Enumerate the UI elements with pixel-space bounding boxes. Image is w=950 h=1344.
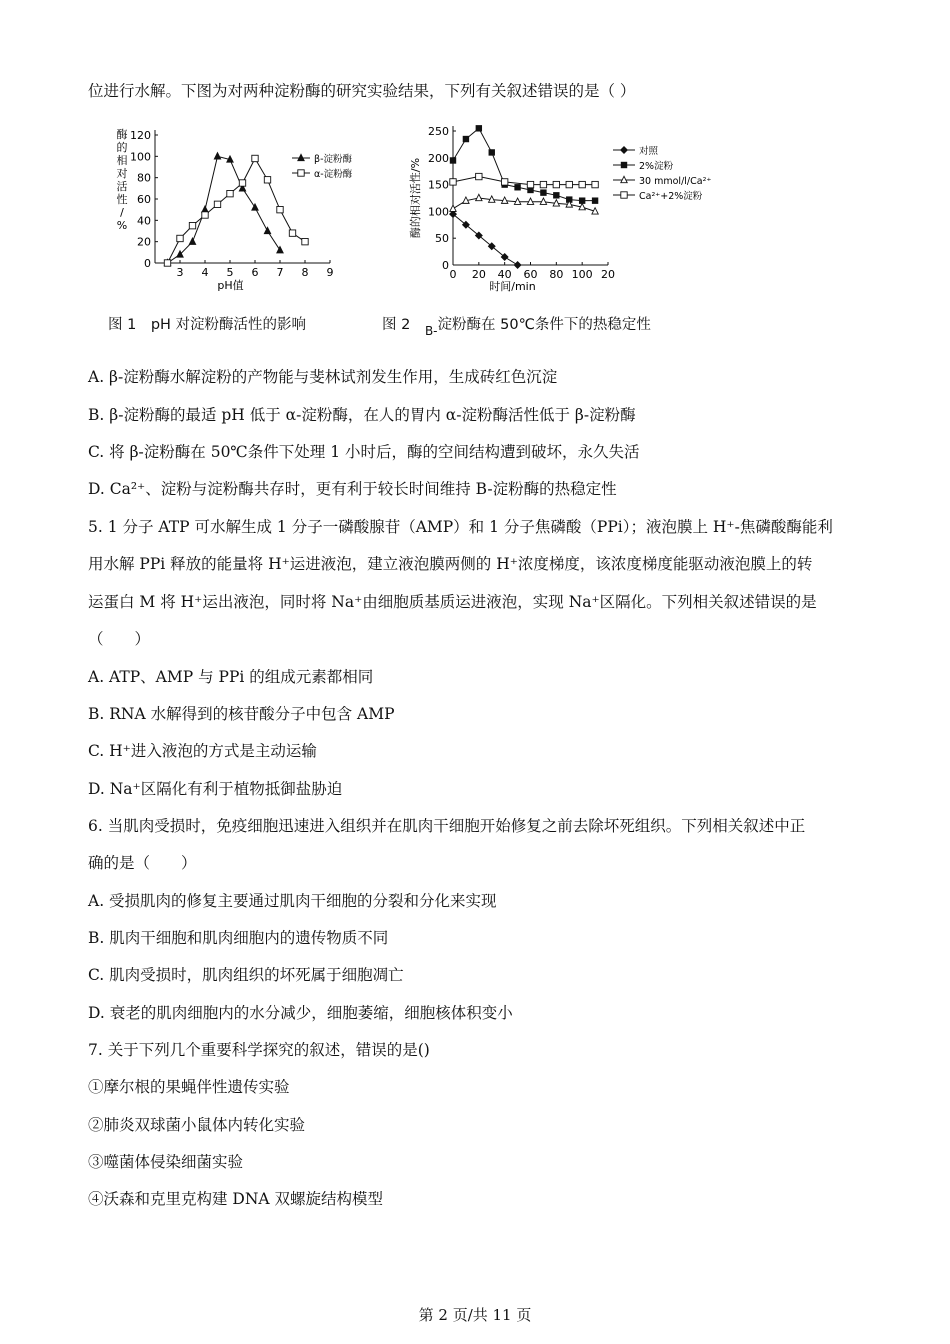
fig2-point (553, 181, 559, 187)
fig1-point (239, 180, 245, 186)
fig2-point (476, 125, 482, 131)
fig2-point (592, 197, 598, 203)
fig2-legend-marker (620, 146, 628, 154)
fig1-point (264, 227, 270, 233)
fig2-legend-marker (621, 192, 627, 198)
figure2-caption-prefix: 图 2 (382, 317, 411, 333)
q4-option-d: D. Ca²⁺、淀粉与淀粉酶共存时，更有利于较长时间维持 B-淀粉酶的热稳定性 (88, 480, 617, 498)
fig2-x-tick-label: 80 (549, 268, 564, 281)
fig1-point (189, 222, 195, 228)
q7-item-3: ③噬菌体侵染细菌实验 (88, 1153, 244, 1171)
q5-option-d: D. Na⁺区隔化有利于植物抵御盐胁迫 (88, 780, 343, 798)
fig2-point (579, 181, 585, 187)
page-footer: 第 2 页/共 11 页 (418, 1306, 532, 1324)
q4-option-b: B. β-淀粉酶的最适 pH 低于 α-淀粉酶，在人的胃内 α-淀粉酶活性低于 β-淀粉酶 (88, 406, 636, 424)
fig1-x-tick-label: 8 (301, 266, 309, 279)
fig2-point (514, 261, 522, 269)
fig2-legend-label: 30 mmol/l/Ca²⁺ (639, 176, 712, 187)
fig2-point (540, 181, 546, 187)
q7-stem: 7. 关于下列几个重要科学探究的叙述，错误的是() (88, 1041, 430, 1059)
fig2-point (527, 181, 533, 187)
fig1-point (302, 238, 308, 244)
fig2-point (592, 181, 598, 187)
fig2-x-tick-label: 20 (471, 268, 486, 281)
fig1-x-tick-label: 6 (251, 266, 259, 279)
fig1-point (277, 206, 283, 212)
fig2-x-tick-label: 20 (601, 268, 615, 281)
q7-item-1: ①摩尔根的果蝇伴性遗传实验 (88, 1078, 290, 1096)
q4-option-a: A. β-淀粉酶水解淀粉的产物能与斐林试剂发生作用，生成砖红色沉淀 (88, 368, 558, 386)
fig2-point (450, 157, 456, 163)
q5-stem-line-2: 用水解 PPi 释放的能量将 H⁺运进液泡，建立液泡膜两侧的 H⁺浓度梯度，该浓度梯度能驱动液泡膜上的转 (88, 555, 813, 573)
fig2-y-tick-label: 100 (428, 205, 449, 219)
fig2-y-tick-label: 250 (428, 125, 449, 138)
fig1-point (264, 177, 270, 183)
fig1-x-tick-label: 4 (201, 266, 209, 279)
q5-stem-line-4: （ ） (88, 630, 151, 648)
fig1-axes (130, 129, 334, 292)
figure1-chart (100, 118, 360, 338)
fig2-legend-label: 2%淀粉 (639, 161, 674, 172)
fig1-point (177, 235, 183, 241)
fig2-y-tick-label: 200 (428, 151, 449, 165)
fig2-xlabel: 时间/min (489, 280, 536, 293)
fig2-point (514, 184, 520, 190)
fig1-point (164, 260, 170, 266)
figure2-caption-sub: B- (424, 324, 438, 338)
q7-item-2: ②肺炎双球菌小鼠体内转化实验 (88, 1116, 306, 1134)
fig1-y-tick-label: 80 (137, 171, 151, 185)
fig2-point (553, 192, 559, 198)
fig2-legend-marker (621, 162, 627, 168)
fig1-point (252, 155, 258, 161)
fig2-legend-label: 对照 (639, 146, 659, 157)
fig2-y-tick-label: 50 (435, 232, 449, 246)
fig1-point (202, 212, 208, 218)
fig1-x-tick-label: 9 (326, 266, 334, 279)
fig1-x-tick-label: 7 (276, 266, 284, 279)
fig1-point (214, 153, 220, 159)
fig2-point (463, 136, 469, 142)
fig1-point (189, 238, 195, 244)
fig2-point (450, 205, 456, 211)
fig1-point (289, 230, 295, 236)
fig1-legend-marker (298, 170, 304, 176)
fig1-y-tick-label: 60 (137, 193, 151, 206)
fig2-point (450, 179, 456, 185)
q6-option-d: D. 衰老的肌肉细胞内的水分减少，细胞萎缩，细胞核体积变小 (88, 1004, 513, 1022)
fig2-x-tick-label: 100 (571, 268, 593, 281)
q6-option-b: B. 肌肉干细胞和肌肉细胞内的遗传物质不同 (88, 929, 389, 947)
fig1-y-tick-label: 40 (137, 214, 151, 228)
fig2-legend-label: Ca²⁺+2%淀粉 (639, 191, 703, 202)
fig2-point (566, 181, 572, 187)
figure2-chart (405, 118, 725, 303)
q5-option-b: B. RNA 水解得到的核苷酸分子中包含 AMP (88, 705, 395, 723)
fig1-y-tick-label: 20 (137, 235, 151, 249)
fig2-x-tick-label: 40 (497, 268, 512, 281)
intro-line: 位进行水解。下图为对两种淀粉酶的研究实验结果，下列有关叙述错误的是（ ） (88, 82, 636, 100)
fig1-point (227, 190, 233, 196)
fig2-y-tick-label: 150 (428, 178, 449, 192)
fig1-ylabel: 酶的相对活性/ % (116, 128, 128, 232)
fig2-ylabel: 酶的相对活性/% (409, 157, 422, 239)
fig2-point (501, 179, 507, 185)
q6-option-c: C. 肌肉受损时，肌肉组织的坏死属于细胞凋亡 (88, 966, 404, 984)
q7-item-4: ④沃森和克里克构建 DNA 双螺旋结构模型 (88, 1190, 384, 1208)
fig2-point (489, 149, 495, 155)
fig2-point (476, 173, 482, 179)
q6-stem-line-2: 确的是（ ） (88, 854, 197, 872)
figure2-caption (382, 313, 651, 338)
q5-stem-line-1: 5. 1 分子 ATP 可水解生成 1 分子一磷酸腺苷（AMP）和 1 分子焦磷酸（PPi）；液泡膜上 H⁺-焦磷酸酶能利 (88, 518, 833, 536)
fig2-x-tick-label: 60 (523, 268, 538, 281)
fig1-y-tick-label: 100 (130, 150, 151, 164)
q5-stem-line-3: 运蛋白 M 将 H⁺运出液泡，同时将 Na⁺由细胞质基质运进液泡，实现 Na⁺区隔化。下列相关叙述错误的是 (88, 593, 817, 611)
figure1-caption: 图 1 pH 对淀粉酶活性的影响 (108, 317, 307, 333)
fig2-x-tick-label: 0 (449, 268, 457, 281)
fig1-point (214, 201, 220, 207)
fig1-xlabel: pH值 (217, 279, 244, 292)
fig1-y-tick-label: 0 (144, 257, 151, 270)
fig1-x-tick-label: 5 (226, 266, 234, 279)
fig2-y-tick-label: 0 (442, 259, 449, 272)
q6-stem-line-1: 6. 当肌肉受损时，免疫细胞迅速进入组织并在肌肉干细胞开始修复之前去除坏死组织。下列相关叙述中正 (88, 817, 806, 835)
q5-option-a: A. ATP、AMP 与 PPi 的组成元素都相同 (88, 668, 374, 686)
q6-option-a: A. 受损肌肉的修复主要通过肌肉干细胞的分裂和分化来实现 (88, 892, 497, 910)
fig1-legend-label: α-淀粉酶 (314, 169, 353, 180)
q5-option-c: C. H⁺进入液泡的方式是主动运输 (88, 742, 317, 760)
fig1-x-tick-label: 3 (176, 266, 184, 279)
fig2-series-line-3 (453, 177, 595, 185)
fig2-series-line-1 (453, 128, 595, 200)
q4-option-c: C. 将 β-淀粉酶在 50℃条件下处理 1 小时后，酶的空间结构遭到破坏，永久失活 (88, 443, 640, 461)
fig1-y-tick-label: 120 (130, 129, 151, 142)
fig2-point (476, 194, 482, 200)
fig1-legend-label: β-淀粉酶 (314, 154, 352, 165)
figure2-caption-rest: 淀粉酶在 50℃条件下的热稳定性 (437, 317, 651, 333)
fig2-point (540, 189, 546, 195)
